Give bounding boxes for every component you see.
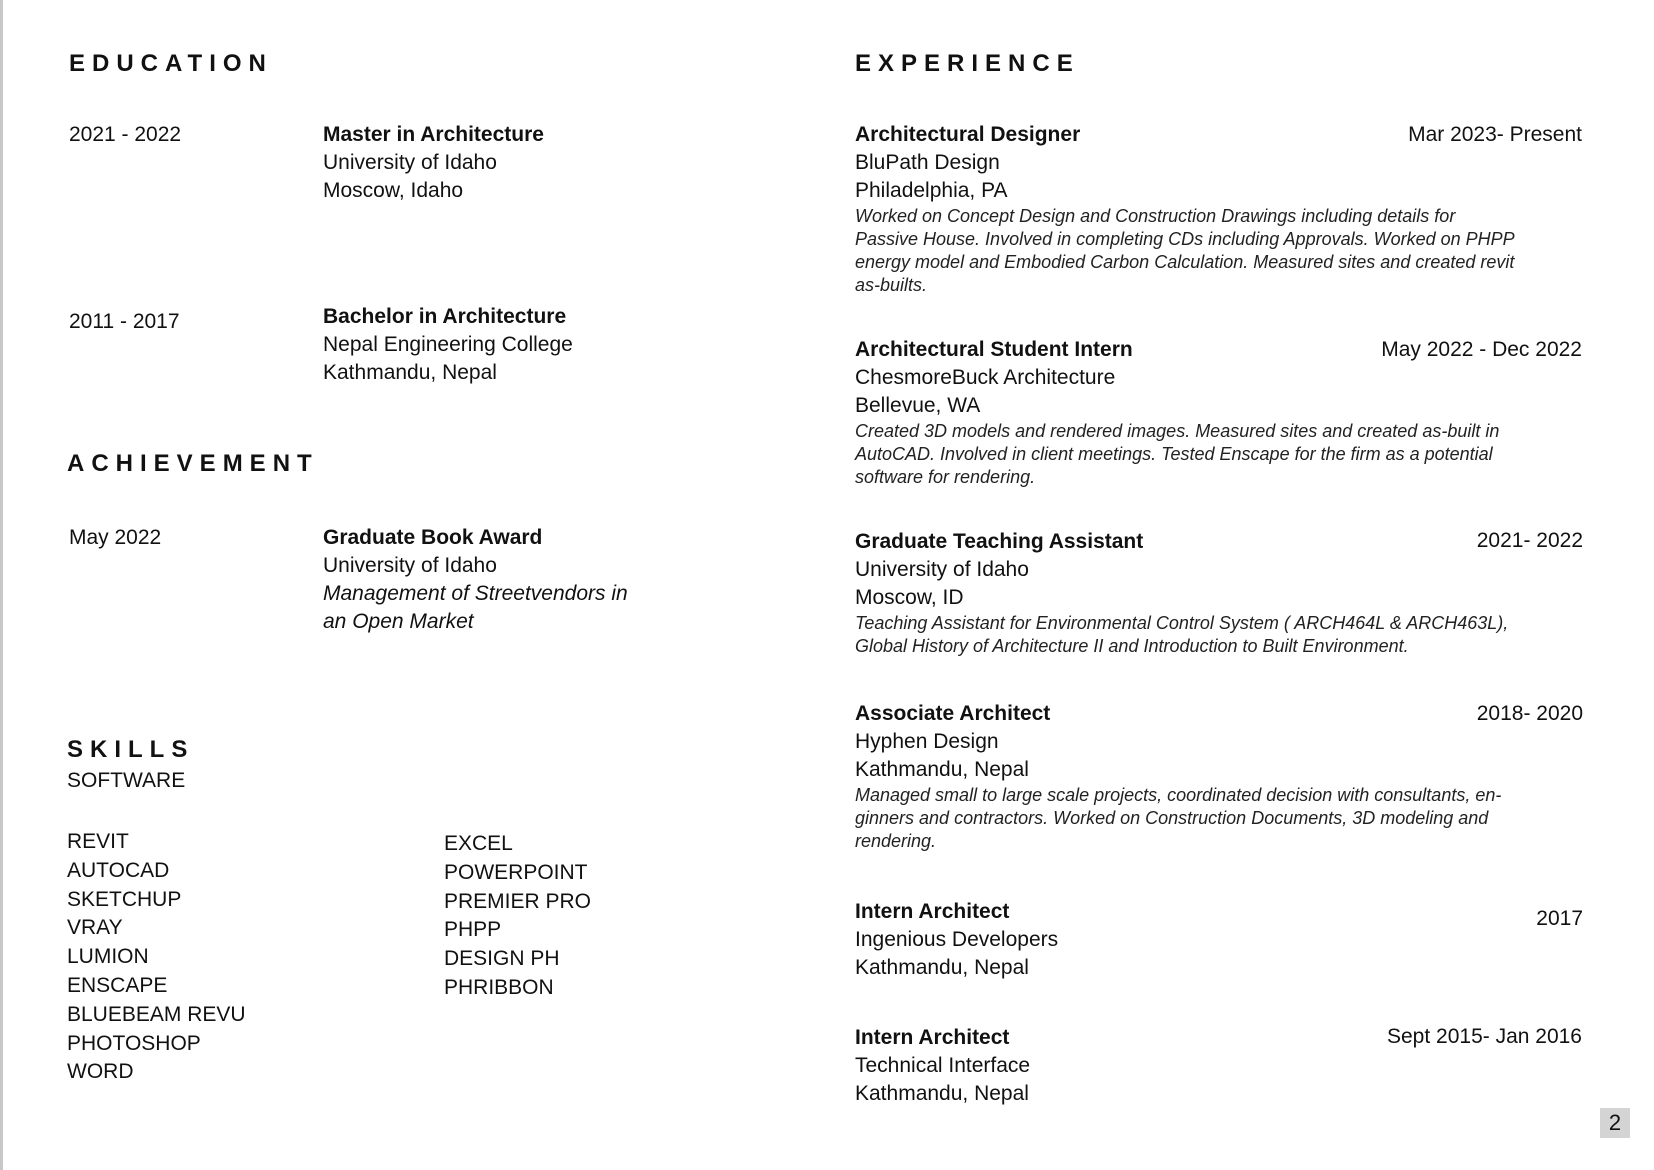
experience-dates: Mar 2023- Present xyxy=(1408,123,1582,146)
skill-item: PHRIBBON xyxy=(444,975,554,999)
skill-item: EXCEL xyxy=(444,832,513,855)
experience-company: ChesmoreBuck Architecture xyxy=(855,366,1116,389)
experience-location: Kathmandu, Nepal xyxy=(855,1082,1029,1105)
experience-location: Kathmandu, Nepal xyxy=(855,758,1029,781)
skills-column-1 xyxy=(67,828,246,1087)
achievement-org: University of Idaho xyxy=(323,554,497,577)
skill-item: PHOTOSHOP xyxy=(67,1031,201,1055)
education-dates: 2021 - 2022 xyxy=(69,123,182,146)
experience-dates: 2021- 2022 xyxy=(1476,529,1583,552)
achievement-date: May 2022 xyxy=(69,526,162,549)
page-number: 2 xyxy=(1600,1108,1630,1138)
achievement-note: an Open Market xyxy=(323,610,474,633)
experience-location: Bellevue, WA xyxy=(855,394,981,417)
achievement-heading: ACHIEVEMENT xyxy=(67,450,319,477)
skill-item: LUMION xyxy=(67,945,149,969)
skill-item: ENSCAPE xyxy=(67,973,168,997)
experience-location: Kathmandu, Nepal xyxy=(855,956,1029,979)
experience-description: Teaching Assistant for Environmental Control System ( ARCH464L & ARCH463L), Global History of Architecture II and Introduction to Built Environment. xyxy=(855,613,1509,656)
skills-subheading: SOFTWARE xyxy=(67,769,186,792)
experience-company: BluPath Design xyxy=(855,151,1000,174)
experience-title: Associate Architect xyxy=(855,702,1051,725)
experience-description: Created 3D models and rendered images. Measured sites and created as-built in AutoCAD. Involved in client meetings. Tested Enscape for the firm as a potential software for rendering. xyxy=(855,421,1500,487)
experience-dates: 2018- 2020 xyxy=(1476,702,1583,725)
skill-item: VRAY xyxy=(67,916,123,940)
experience-description: Worked on Concept Design and Construction Drawings including details for Passive House. Involved in completing CDs including Approvals. Worked on PHPP energy model and Embodied Carbon Calculation. Measured sites and created revit as-builts. xyxy=(855,206,1515,295)
skill-item: SKETCHUP xyxy=(67,887,182,911)
experience-company: Ingenious Developers xyxy=(855,928,1059,951)
skill-item: POWERPOINT xyxy=(444,860,588,884)
experience-dates: 2017 xyxy=(1536,907,1583,930)
education-dates: 2011 - 2017 xyxy=(69,310,180,333)
experience-title: Intern Architect xyxy=(855,1026,1010,1049)
experience-dates: Sept 2015- Jan 2016 xyxy=(1387,1025,1582,1048)
education-degree: Master in Architecture xyxy=(323,123,544,146)
experience-title: Architectural Student Intern xyxy=(855,338,1133,361)
skills-column-2 xyxy=(444,830,591,1003)
education-school: Nepal Engineering College xyxy=(323,333,573,356)
skill-item: PHPP xyxy=(444,918,502,942)
experience-company: University of Idaho xyxy=(855,558,1029,581)
skills-heading: SKILLS xyxy=(67,736,195,763)
education-location: Moscow, Idaho xyxy=(323,179,464,202)
skill-item: REVIT xyxy=(67,830,129,853)
achievement-title: Graduate Book Award xyxy=(323,526,543,549)
experience-company: Technical Interface xyxy=(855,1054,1031,1077)
skill-item: PREMIER PRO xyxy=(444,889,592,913)
skill-item: AUTOCAD xyxy=(67,858,170,882)
education-degree: Bachelor in Architecture xyxy=(323,305,567,328)
experience-heading: EXPERIENCE xyxy=(855,50,1080,77)
achievement-note: Management of Streetvendors in xyxy=(323,582,628,605)
skill-item: DESIGN PH xyxy=(444,947,560,971)
skill-item: BLUEBEAM REVU xyxy=(67,1002,246,1026)
education-heading: EDUCATION xyxy=(69,50,273,77)
experience-description: Managed small to large scale projects, coordinated decision with consultants, en- ginners and contractors. Worked on Construction Documents, 3D modeling and rendering. xyxy=(855,785,1502,851)
experience-dates: May 2022 - Dec 2022 xyxy=(1381,338,1582,361)
experience-title: Graduate Teaching Assistant xyxy=(855,530,1144,553)
education-location: Kathmandu, Nepal xyxy=(323,361,497,384)
education-school: University of Idaho xyxy=(323,151,497,174)
experience-company: Hyphen Design xyxy=(855,730,999,753)
skill-item: WORD xyxy=(67,1060,134,1084)
experience-location: Moscow, ID xyxy=(855,586,964,609)
page-edge xyxy=(0,0,3,1170)
experience-title: Architectural Designer xyxy=(855,123,1081,146)
experience-location: Philadelphia, PA xyxy=(855,179,1008,202)
experience-title: Intern Architect xyxy=(855,900,1010,923)
